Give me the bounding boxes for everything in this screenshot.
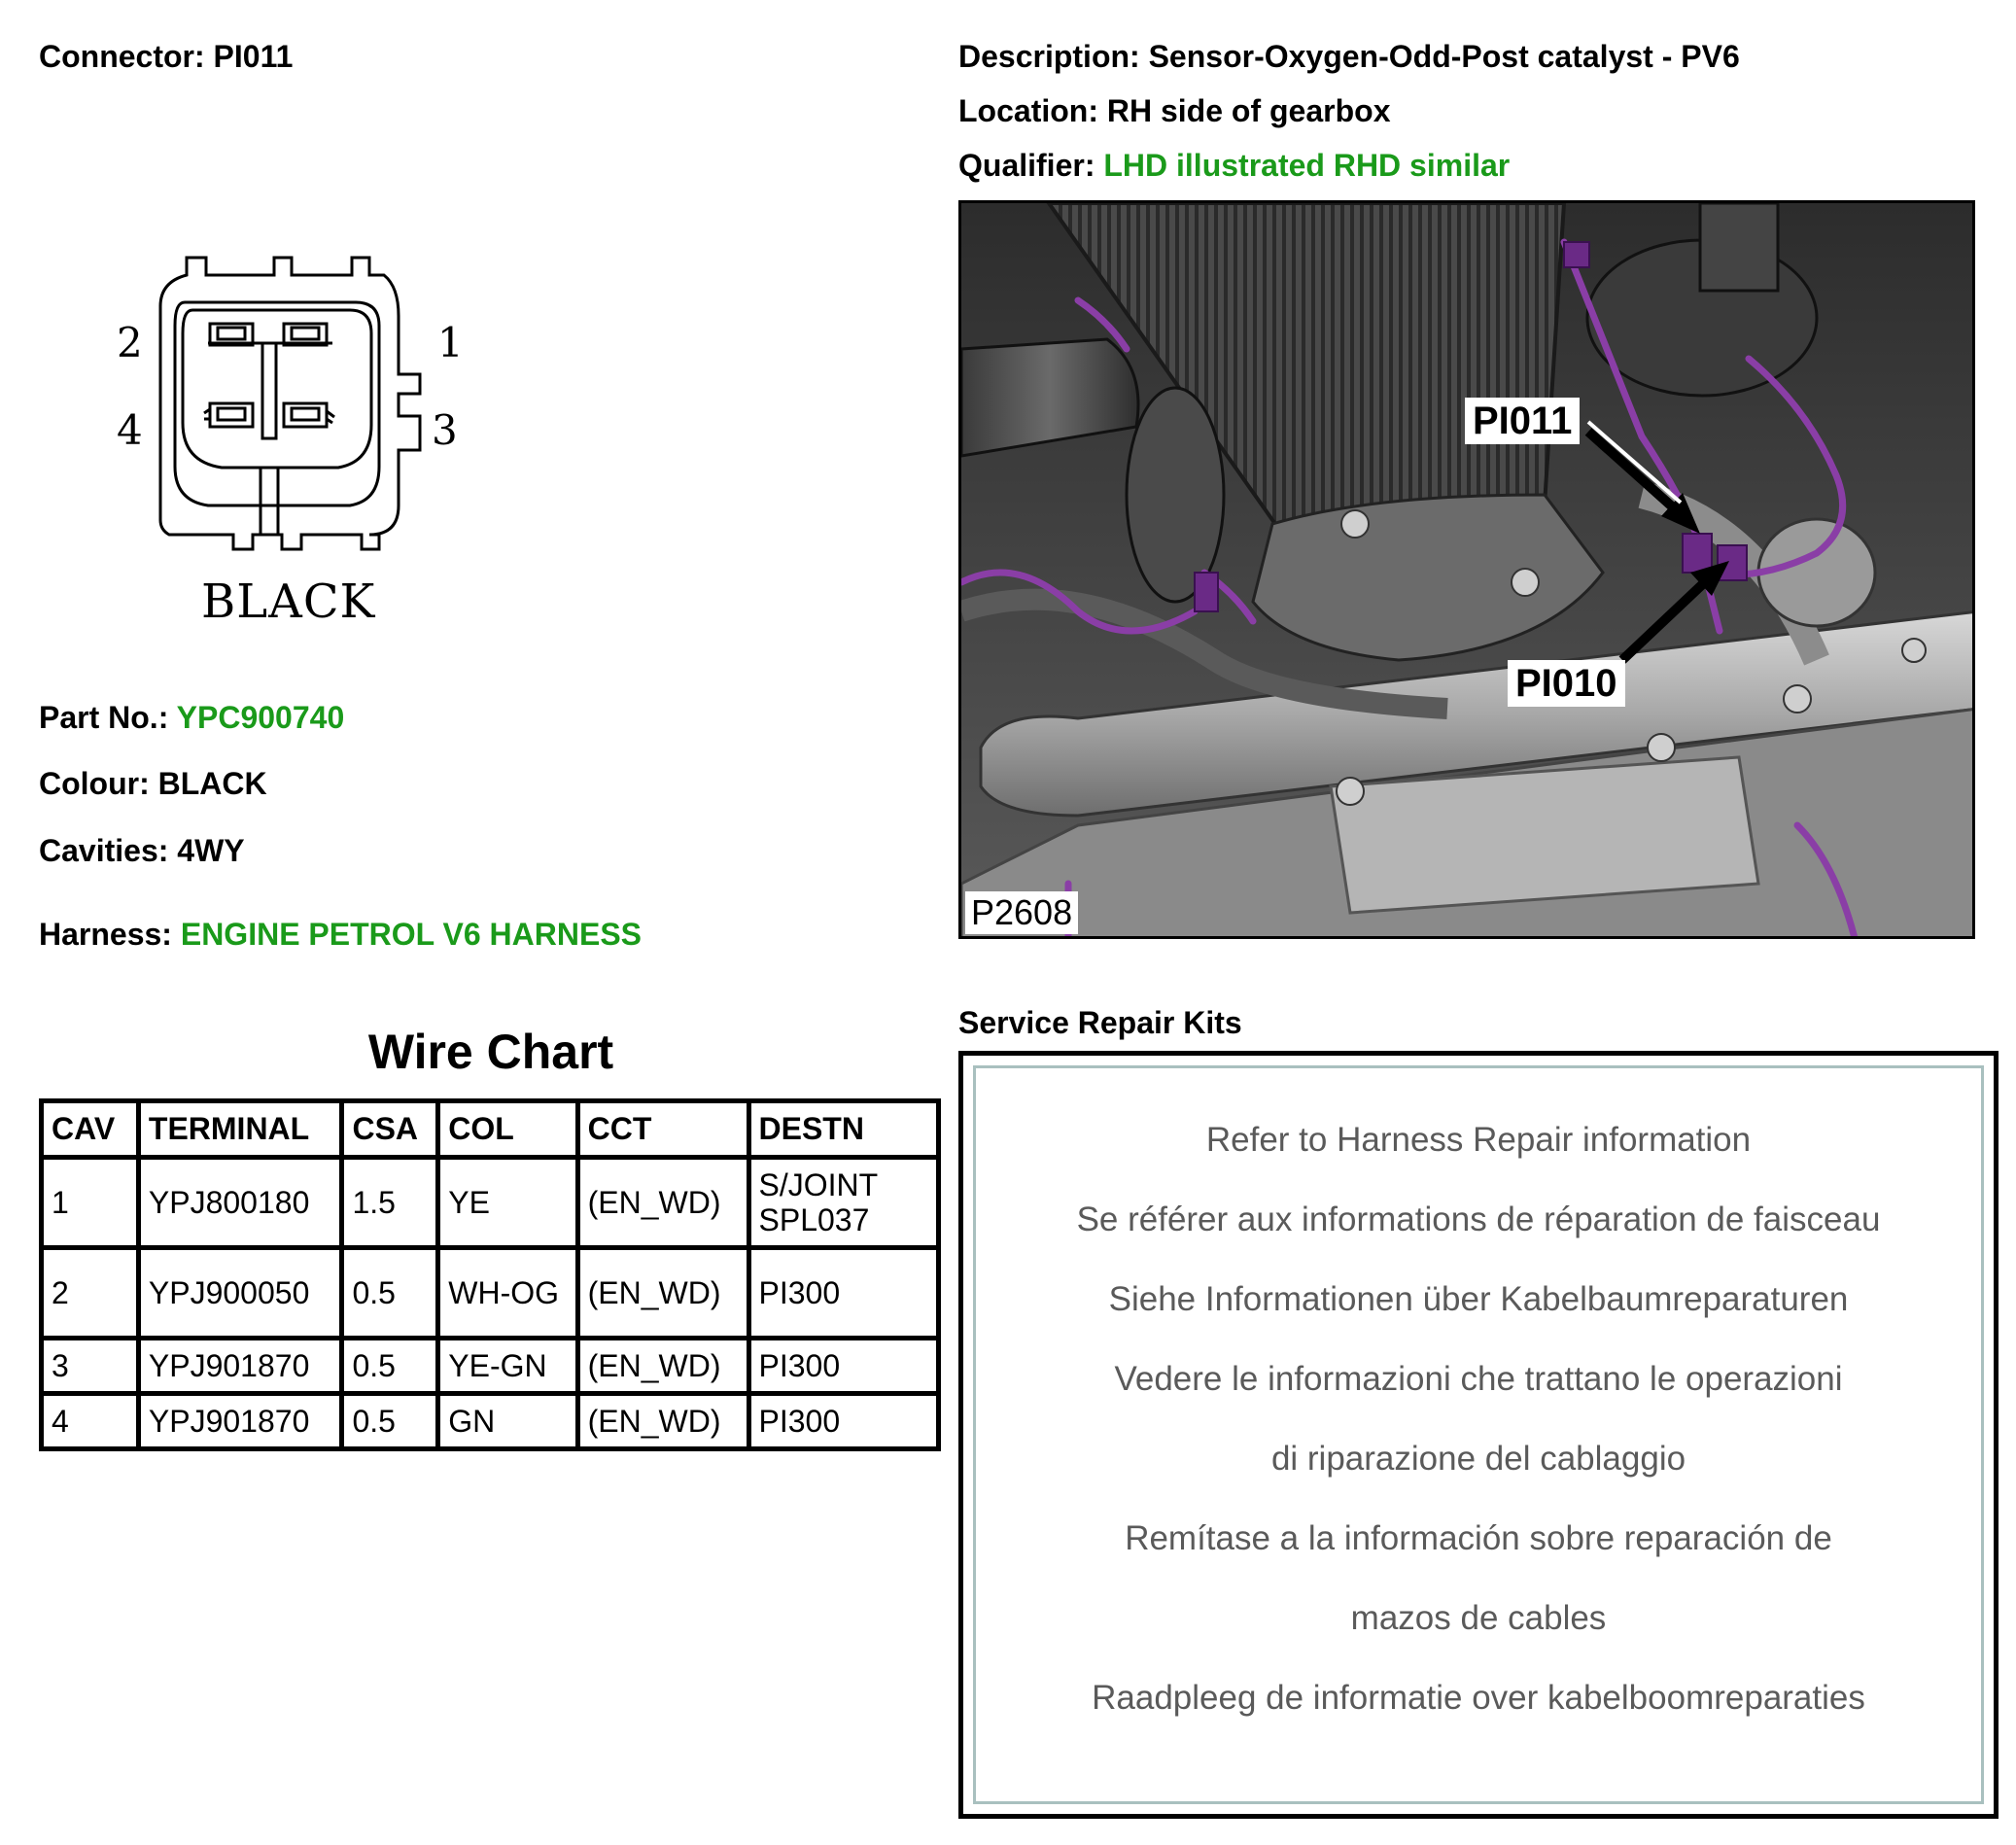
- connector-id: PI011: [213, 39, 294, 74]
- harness-link[interactable]: ENGINE PETROL V6 HARNESS: [180, 917, 643, 952]
- location-label: Location:: [958, 93, 1098, 128]
- cell-csa: 0.5: [342, 1248, 438, 1339]
- cell-col: WH-OG: [438, 1248, 577, 1339]
- header-terminal: TERMINAL: [138, 1101, 342, 1158]
- connector-colour-label: BLACK: [201, 574, 376, 629]
- colour-label: Colour:: [39, 766, 150, 801]
- table-row: [42, 1158, 939, 1248]
- description-value: Sensor-Oxygen-Odd-Post catalyst - PV6: [1148, 39, 1740, 74]
- repair-kit-line: Vedere le informazioni che trattano le operazioni: [1114, 1360, 1843, 1398]
- repair-kit-line: Se référer aux informations de réparation de faisceau: [1076, 1201, 1881, 1238]
- wire-chart-title: Wire Chart: [367, 1025, 614, 1079]
- header-csa: CSA: [342, 1101, 438, 1158]
- harness-row: [39, 915, 642, 954]
- cell-cav: 2: [42, 1248, 139, 1339]
- location-row: [958, 91, 1390, 130]
- pin-label-4: 4: [117, 406, 143, 454]
- repair-kit-line: Raadpleeg de informatie over kabelboomreparaties: [1092, 1679, 1865, 1717]
- repair-kit-line: mazos de cables: [1350, 1599, 1607, 1637]
- cell-cav: 3: [42, 1339, 139, 1394]
- cell-destn: S/JOINT SPL037: [748, 1158, 939, 1248]
- cell-destn: PI300: [748, 1248, 939, 1339]
- cell-cct: (EN_WD): [577, 1394, 748, 1449]
- connector-label-row: [39, 37, 293, 76]
- cell-destn: PI300: [748, 1339, 939, 1394]
- cell-terminal: YPJ901870: [138, 1394, 342, 1449]
- cell-csa: 1.5: [342, 1158, 438, 1248]
- cell-csa: 0.5: [342, 1339, 438, 1394]
- cell-cav: 4: [42, 1394, 139, 1449]
- cell-terminal: YPJ900050: [138, 1248, 342, 1339]
- cell-col: YE-GN: [438, 1339, 577, 1394]
- repair-kits-box: [958, 1051, 1999, 1819]
- cell-cav: 1: [42, 1158, 139, 1248]
- part-no-label: Part No.:: [39, 700, 169, 735]
- header-col: COL: [438, 1101, 577, 1158]
- part-no-row: [39, 698, 344, 737]
- engine-bay-illustration: [961, 203, 1975, 939]
- location-photo: [958, 200, 1975, 939]
- repair-kits-inner-frame: [973, 1065, 1984, 1804]
- cavities-value: 4WY: [177, 833, 245, 868]
- callout-pi010: PI010: [1508, 660, 1625, 707]
- pin-label-3: 3: [432, 406, 458, 454]
- repair-kits-title: Service Repair Kits: [958, 1005, 1242, 1040]
- repair-kit-line: Siehe Informationen über Kabelbaumreparaturen: [1108, 1280, 1849, 1318]
- pin-label-2: 2: [117, 319, 143, 366]
- cell-terminal: YPJ901870: [138, 1339, 342, 1394]
- header-cct: CCT: [577, 1101, 748, 1158]
- cell-cct: (EN_WD): [577, 1248, 748, 1339]
- colour-row: [39, 764, 267, 803]
- colour-value: BLACK: [157, 766, 267, 801]
- repair-kit-line: Remítase a la información sobre reparación de: [1125, 1519, 1832, 1557]
- connector-label: Connector:: [39, 39, 205, 74]
- table-header-row: [42, 1101, 939, 1158]
- table-row: [42, 1248, 939, 1339]
- harness-label: Harness:: [39, 917, 172, 952]
- description-label: Description:: [958, 39, 1140, 74]
- cavities-label: Cavities:: [39, 833, 169, 868]
- table-row: [42, 1339, 939, 1394]
- qualifier-label: Qualifier:: [958, 148, 1095, 183]
- connector-face-drawing: [107, 248, 476, 642]
- cell-cct: (EN_WD): [577, 1339, 748, 1394]
- repair-kit-line: Refer to Harness Repair information: [1205, 1121, 1752, 1159]
- cavities-row: [39, 831, 245, 870]
- cell-col: YE: [438, 1158, 577, 1248]
- header-destn: DESTN: [748, 1101, 939, 1158]
- table-row: [42, 1394, 939, 1449]
- location-value: RH side of gearbox: [1106, 93, 1391, 128]
- callout-pi011: PI011: [1465, 398, 1580, 444]
- cell-destn: PI300: [748, 1394, 939, 1449]
- pin-label-1: 1: [437, 319, 464, 366]
- wire-chart-table: [39, 1098, 941, 1451]
- qualifier-row: [958, 146, 1510, 185]
- repair-kit-line: di riparazione del cablaggio: [1270, 1440, 1686, 1478]
- cell-csa: 0.5: [342, 1394, 438, 1449]
- cell-col: GN: [438, 1394, 577, 1449]
- description-row: [958, 37, 1740, 76]
- part-no-link[interactable]: YPC900740: [176, 700, 345, 735]
- cell-terminal: YPJ800180: [138, 1158, 342, 1248]
- cell-cct: (EN_WD): [577, 1158, 748, 1248]
- qualifier-value: LHD illustrated RHD similar: [1103, 148, 1511, 183]
- header-cav: CAV: [42, 1101, 139, 1158]
- photo-reference: P2608: [965, 891, 1078, 934]
